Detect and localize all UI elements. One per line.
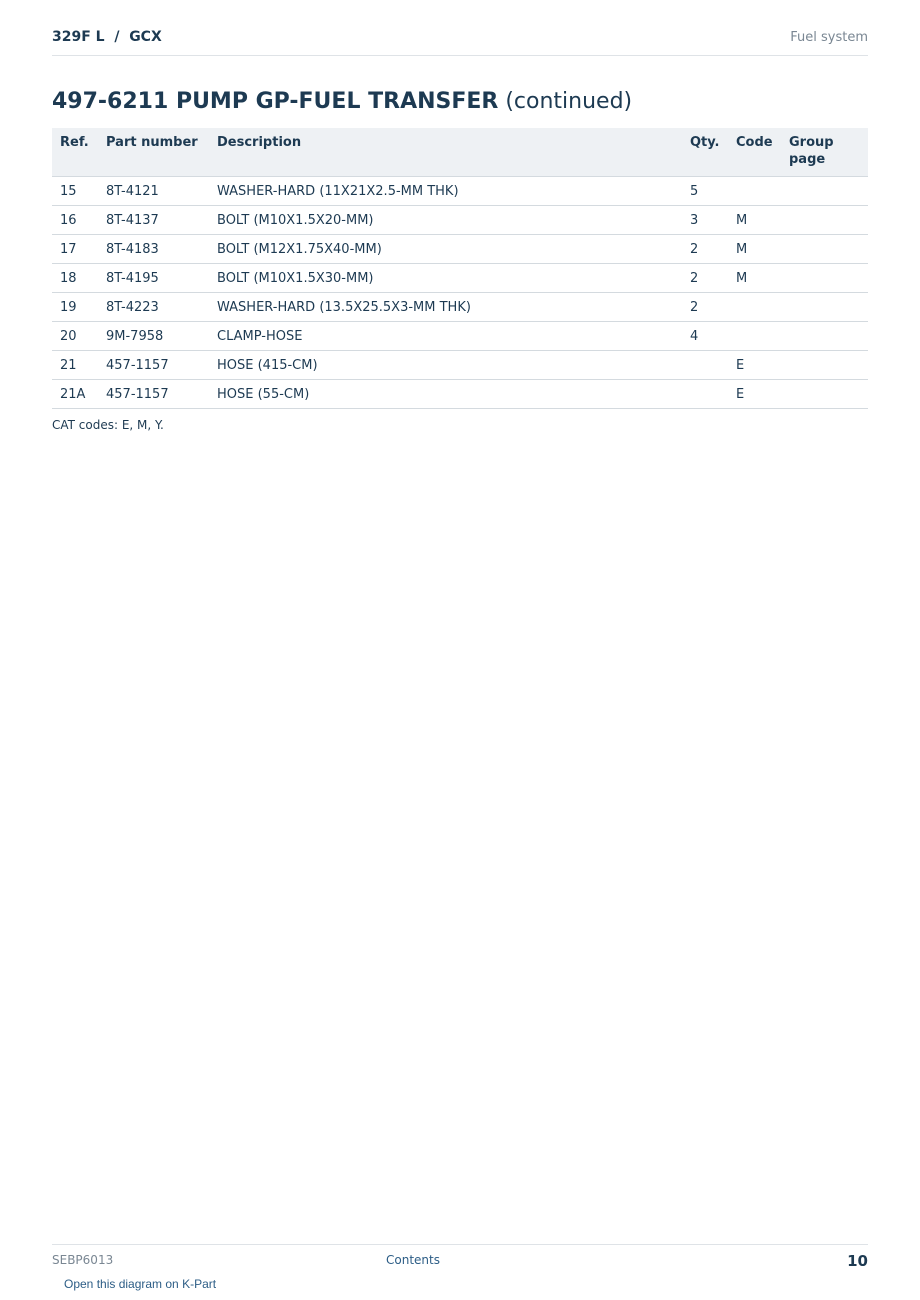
col-header-qty: Qty.	[682, 128, 728, 177]
col-header-group-page: Group page	[781, 128, 868, 177]
cell-code: M	[728, 235, 781, 264]
cell-ref: 16	[52, 206, 98, 235]
model-label: 329F L / GCX	[52, 29, 162, 45]
cell-part-number: 8T-4223	[98, 293, 209, 322]
cell-code: M	[728, 206, 781, 235]
cell-description: WASHER-HARD (11X21X2.5-MM THK)	[209, 177, 682, 206]
cell-part-number: 8T-4137	[98, 206, 209, 235]
cell-group-page	[781, 264, 868, 293]
table-row	[52, 206, 868, 235]
cell-ref: 15	[52, 177, 98, 206]
col-header-part-number: Part number	[98, 128, 209, 177]
cell-qty: 4	[682, 322, 728, 351]
cell-qty: 5	[682, 177, 728, 206]
cell-part-number: 9M-7958	[98, 322, 209, 351]
cell-code: E	[728, 380, 781, 409]
cell-code: M	[728, 264, 781, 293]
cell-ref: 21	[52, 351, 98, 380]
cell-qty: 2	[682, 264, 728, 293]
table-row	[52, 235, 868, 264]
table-row	[52, 322, 868, 351]
cell-group-page	[781, 351, 868, 380]
cell-ref: 19	[52, 293, 98, 322]
cell-group-page	[781, 206, 868, 235]
cell-group-page	[781, 293, 868, 322]
cell-part-number: 457-1157	[98, 351, 209, 380]
parts-table	[52, 128, 868, 409]
cell-part-number: 8T-4183	[98, 235, 209, 264]
cell-qty	[682, 380, 728, 409]
cell-code	[728, 322, 781, 351]
cell-description: HOSE (55-CM)	[209, 380, 682, 409]
table-row	[52, 380, 868, 409]
contents-link[interactable]: Contents	[386, 1253, 440, 1267]
section-label: Fuel system	[790, 30, 868, 45]
document-id: SEBP6013	[52, 1253, 114, 1267]
table-header-row	[52, 128, 868, 177]
table-row	[52, 264, 868, 293]
page-title	[52, 89, 632, 114]
cell-description: BOLT (M10X1.5X30-MM)	[209, 264, 682, 293]
table-row	[52, 293, 868, 322]
footer-divider	[52, 1244, 868, 1245]
col-header-ref: Ref.	[52, 128, 98, 177]
cell-group-page	[781, 322, 868, 351]
cell-code	[728, 293, 781, 322]
cell-qty: 3	[682, 206, 728, 235]
cell-qty	[682, 351, 728, 380]
cell-part-number: 457-1157	[98, 380, 209, 409]
cell-ref: 20	[52, 322, 98, 351]
page-header	[52, 28, 868, 56]
cat-codes-note: CAT codes: E, M, Y.	[52, 418, 164, 432]
table-row	[52, 177, 868, 206]
cell-part-number: 8T-4121	[98, 177, 209, 206]
cell-code	[728, 177, 781, 206]
cell-part-number: 8T-4195	[98, 264, 209, 293]
cell-code: E	[728, 351, 781, 380]
cell-description: BOLT (M12X1.75X40-MM)	[209, 235, 682, 264]
title-suffix: (continued)	[498, 89, 633, 114]
cell-group-page	[781, 235, 868, 264]
col-header-code: Code	[728, 128, 781, 177]
cell-description: HOSE (415-CM)	[209, 351, 682, 380]
cell-ref: 17	[52, 235, 98, 264]
cell-description: BOLT (M10X1.5X20-MM)	[209, 206, 682, 235]
cell-description: CLAMP-HOSE	[209, 322, 682, 351]
cell-group-page	[781, 380, 868, 409]
open-k-part-link[interactable]: Open this diagram on K-Part	[64, 1277, 217, 1291]
cell-group-page	[781, 177, 868, 206]
title-part: 497-6211 PUMP GP-FUEL TRANSFER	[52, 89, 499, 114]
cell-ref: 18	[52, 264, 98, 293]
cell-qty: 2	[682, 235, 728, 264]
col-header-description: Description	[209, 128, 682, 177]
page-number: 10	[847, 1252, 868, 1270]
cell-ref: 21A	[52, 380, 98, 409]
cell-description: WASHER-HARD (13.5X25.5X3-MM THK)	[209, 293, 682, 322]
table-row	[52, 351, 868, 380]
cell-qty: 2	[682, 293, 728, 322]
